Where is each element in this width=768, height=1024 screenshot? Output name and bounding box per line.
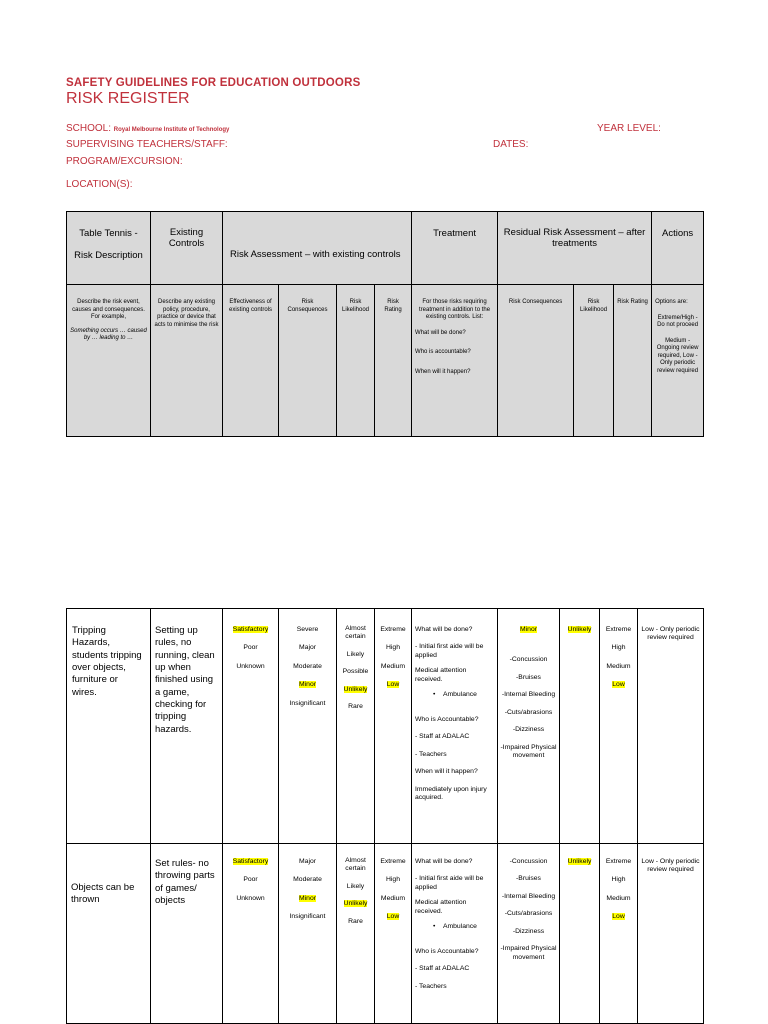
row-risk-description: Tripping Hazards, students tripping over objects, furniture or wires. bbox=[67, 609, 151, 844]
guide-risk-description: Describe the risk event, causes and consequences. For example, Something occurs … caused by … leading to … bbox=[67, 285, 151, 437]
likelihood-option: Possible bbox=[342, 668, 369, 676]
table-row bbox=[67, 844, 704, 1024]
consequence-option: Minor bbox=[299, 681, 316, 689]
supervising-label: SUPERVISING TEACHERS/STAFF: bbox=[66, 139, 228, 150]
header-actions: Actions bbox=[652, 212, 704, 285]
risk-register-table bbox=[66, 608, 704, 1024]
row-effectiveness bbox=[223, 609, 279, 844]
header-residual-risk: Residual Risk Assessment – after treatments bbox=[498, 212, 652, 285]
consequence-option: Major bbox=[299, 644, 316, 652]
year-level-label: YEAR LEVEL: bbox=[597, 123, 661, 134]
header-existing-controls: Existing Controls bbox=[151, 212, 223, 285]
row-consequences: Major Moderate Minor Insignificant bbox=[279, 844, 337, 1024]
row-res-likelihood: Unlikely bbox=[560, 844, 600, 1024]
school-field bbox=[66, 123, 229, 134]
row-effectiveness: Satisfactory Poor Unknown bbox=[223, 844, 279, 1024]
document-subtitle: SAFETY GUIDELINES FOR EDUCATION OUTDOORS bbox=[66, 77, 361, 89]
school-label: SCHOOL: bbox=[66, 123, 112, 134]
guide-consequences: Risk Consequences bbox=[279, 285, 337, 437]
guide-res-likelihood: Risk Likelihood bbox=[574, 285, 614, 437]
program-label: PROGRAM/EXCURSION: bbox=[66, 156, 183, 167]
row-existing-controls: Set rules- no throwing parts of games/ objects bbox=[151, 844, 223, 1024]
row-rating bbox=[375, 609, 412, 844]
guide-existing-controls: Describe any existing policy, procedure, practice or device that acts to minimise the risk bbox=[151, 285, 223, 437]
row-treatment: What will be done? - Initial first aide will be applied Medical attention received. • Ambulance Who is Accountable? - Staff at ADALAC - Teachers bbox=[412, 844, 498, 1024]
guide-actions: Options are: Extreme/High - Do not proceed Medium - Ongoing review required, Low - Only periodic review required bbox=[652, 285, 704, 437]
row-res-rating: Extreme High Medium Low bbox=[600, 609, 638, 844]
consequence-option: Insignificant bbox=[289, 699, 326, 707]
rating-option: Medium bbox=[380, 662, 406, 670]
location-label: LOCATION(S): bbox=[66, 179, 133, 190]
row-likelihood bbox=[337, 609, 375, 844]
row-risk-description: Objects can be thrown bbox=[67, 844, 151, 1024]
row-rating: Extreme High Medium Low bbox=[375, 844, 412, 1024]
consequence-option: Severe bbox=[296, 626, 319, 633]
row-treatment: What will be done? - Initial first aide will be applied Medical attention received. • Ambulance Who is Accountable? - Staff at ADALAC - Teachers When will it happen? Immediately upon injury acquired. bbox=[412, 609, 498, 844]
effectiveness-option: Unknown bbox=[236, 662, 265, 670]
consequence-option: Moderate bbox=[293, 662, 322, 670]
row-res-consequences: -Concussion -Bruises -Internal Bleeding -Cuts/abrasions -Dizziness -Impaired Physical movement bbox=[498, 844, 560, 1024]
guide-res-rating: Risk Rating bbox=[614, 285, 652, 437]
table-row bbox=[67, 609, 704, 844]
rating-option: Low bbox=[386, 681, 400, 689]
effectiveness-option: Satisfactory bbox=[232, 626, 269, 633]
header-treatment: Treatment bbox=[412, 212, 498, 285]
school-value: Royal Melbourne Institute of Technology bbox=[113, 127, 230, 133]
rating-option: Extreme bbox=[380, 626, 406, 633]
likelihood-option: Almost certain bbox=[345, 625, 366, 641]
row-action: Low - Only periodic review required bbox=[638, 609, 704, 844]
likelihood-option: Rare bbox=[348, 703, 363, 711]
dates-label: DATES: bbox=[493, 139, 529, 150]
header-risk-description: Table Tennis - Risk Description bbox=[67, 212, 151, 285]
rating-option: High bbox=[386, 644, 400, 652]
header-risk-assessment: Risk Assessment – with existing controls bbox=[223, 212, 412, 285]
guide-effectiveness: Effectiveness of existing controls bbox=[223, 285, 279, 437]
likelihood-option: Unlikely bbox=[343, 685, 368, 693]
document-title: RISK REGISTER bbox=[66, 90, 190, 107]
effectiveness-option: Poor bbox=[243, 644, 258, 652]
row-res-consequences: Minor -Concussion -Bruises -Internal Bleeding -Cuts/abrasions -Dizziness -Impaired Physical movement bbox=[498, 609, 560, 844]
row-res-rating: Extreme High Medium Low bbox=[600, 844, 638, 1024]
guide-likelihood: Risk Likelihood bbox=[337, 285, 375, 437]
row-consequences bbox=[279, 609, 337, 844]
guide-treatment: For those risks requiring treatment in addition to the existing controls. List: What will be done? Who is accountable? When will it happen? bbox=[412, 285, 498, 437]
guide-rating: Risk Rating bbox=[375, 285, 412, 437]
register-header-table bbox=[66, 211, 704, 437]
row-res-likelihood: Unlikely bbox=[560, 609, 600, 844]
guide-res-consequences: Risk Consequences bbox=[498, 285, 574, 437]
row-action: Low - Only periodic review required bbox=[638, 844, 704, 1024]
likelihood-option: Likely bbox=[346, 650, 365, 658]
row-existing-controls: Setting up rules, no running, clean up when finished using a game, checking for tripping hazards. bbox=[151, 609, 223, 844]
row-likelihood: Almost certain Likely Unlikely Rare bbox=[337, 844, 375, 1024]
